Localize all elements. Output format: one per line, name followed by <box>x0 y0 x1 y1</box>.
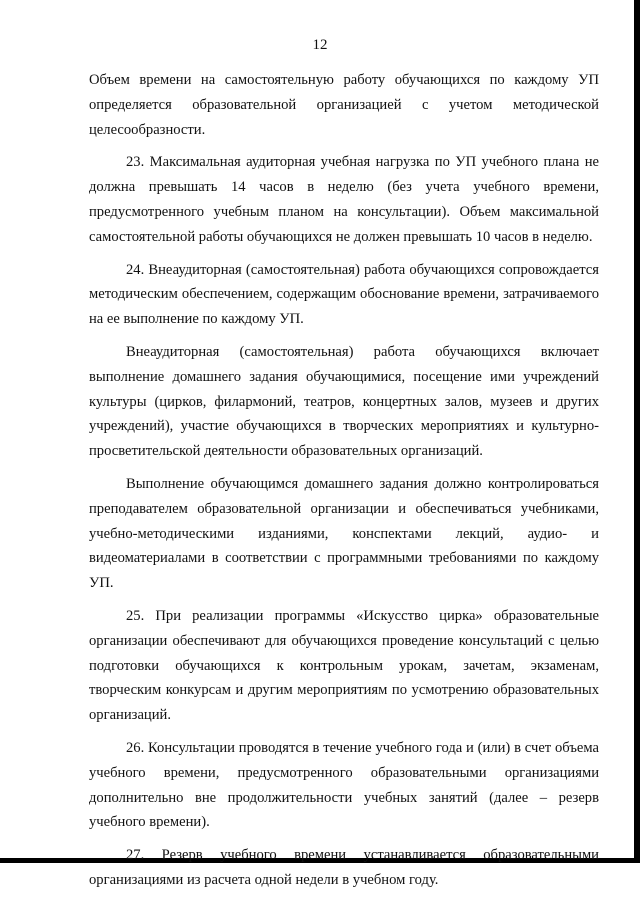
paragraph: 26. Консультации проводятся в течение учебного года и (или) в счет объема учебного времени, предусмотренного образовательными организациями дополнительно вне продолжительности учебных занятий (далее – резерв учебного времени). <box>89 739 599 831</box>
document-body <box>89 68 599 901</box>
paragraph: Выполнение обучающимся домашнего задания должно контролироваться преподавателем образовательной организации и обеспечиваться учебниками, учебно-методическими изданиями, конспектами лекций, аудио- и видеоматериалами в соответствии с программными требованиями по каждому УП. <box>89 475 599 592</box>
paragraph: Внеаудиторная (самостоятельная) работа обучающихся включает выполнение домашнего задания обучающимися, посещение ими учреждений культуры (цирков, филармоний, театров, концертных залов, музеев и других учреждений), участие обучающихся в творческих мероприятиях и культурно-просветительской деятельности образовательных организаций. <box>89 343 599 460</box>
paragraph: 24. Внеаудиторная (самостоятельная) работа обучающихся сопровождается методическим обеспечением, содержащим обоснование времени, затрачиваемого на ее выполнение по каждому УП. <box>89 261 599 328</box>
paragraph: 25. При реализации программы «Искусство цирка» образовательные организации обеспечивают для обучающихся проведение консультаций с целью подготовки обучающихся к контрольным урокам, зачетам, экзаменам, творческим конкурсам и другим мероприятиям по усмотрению образовательных организаций. <box>89 607 599 724</box>
paragraph: 27. Резерв учебного времени устанавливается образовательными организациями из расчета одной недели в учебном году. <box>89 847 599 888</box>
paragraph: Объем времени на самостоятельную работу обучающихся по каждому УП определяется образовательной организацией с учетом методической целесообразности. <box>89 72 599 138</box>
paragraph: 23. Максимальная аудиторная учебная нагрузка по УП учебного плана не должна превышать 14 часов в неделю (без учета учебного времени, предусмотренного учебным планом на консультации). Объем максимальной самостоятельной работы обучающихся не должен превышать 10 часов в неделю. <box>89 154 599 245</box>
page-number: 12 <box>312 37 328 53</box>
